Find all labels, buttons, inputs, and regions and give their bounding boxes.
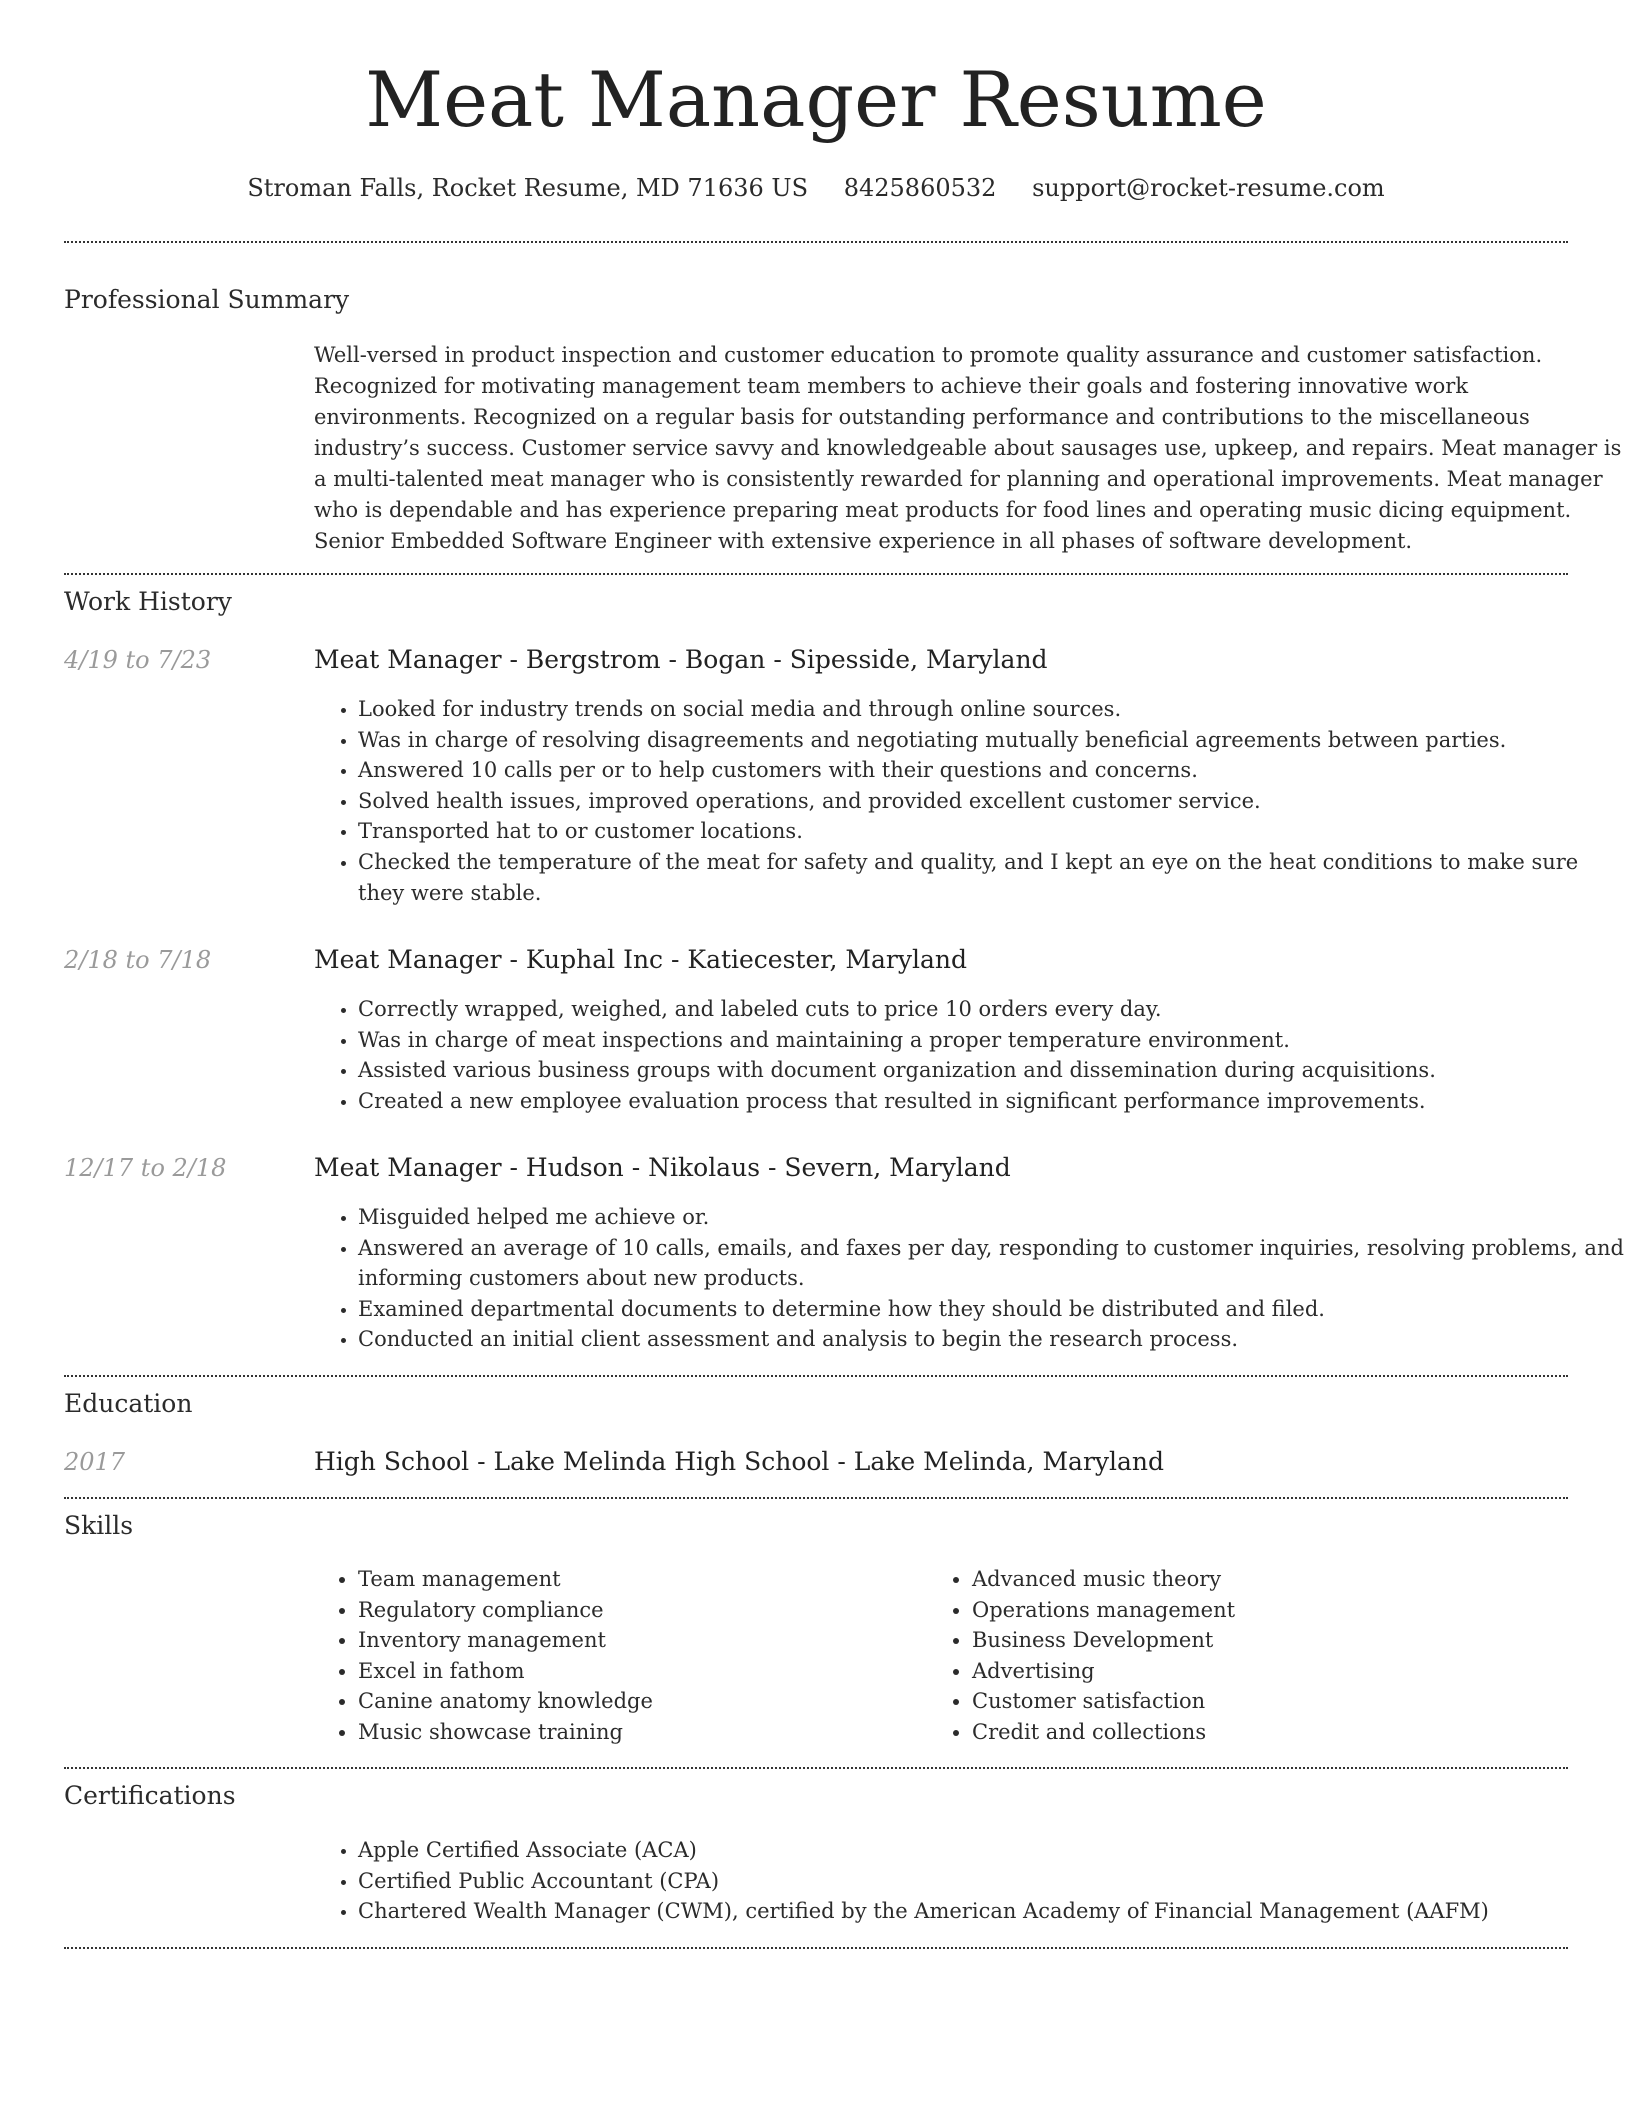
- skill-item: • Customer satisfaction: [972, 1686, 1528, 1717]
- job-dates: 12/17 to 2/18: [64, 1154, 227, 1182]
- skill-item: • Canine anatomy knowledge: [358, 1686, 914, 1717]
- contact-email: support@rocket-resume.com: [1032, 174, 1385, 202]
- skill-item: • Excel in fathom: [358, 1656, 914, 1687]
- list-item: • Transported hat to or customer locations.: [358, 816, 1624, 847]
- list-item: • Answered an average of 10 calls, emails, and faxes per day, responding to customer inquiries, resolving problems, and informing customers about new products.: [358, 1233, 1624, 1294]
- list-item: • Was in charge of meat inspections and maintaining a proper temperature environment.: [358, 1025, 1624, 1056]
- skill-item: • Credit and collections: [972, 1717, 1528, 1748]
- list-item: • Conducted an initial client assessment and analysis to begin the research process.: [358, 1324, 1624, 1355]
- skill-item: • Team management: [358, 1564, 914, 1595]
- resume-title: Meat Manager Resume: [365, 55, 1267, 144]
- job-bullets: [314, 694, 1624, 908]
- list-item: • Examined departmental documents to determine how they should be distributed and filed.: [358, 1294, 1624, 1325]
- skill-item: • Inventory management: [358, 1625, 914, 1656]
- skill-item: • Advanced music theory: [972, 1564, 1528, 1595]
- skills-list-right: [928, 1564, 1528, 1748]
- divider-footer: [64, 1947, 1568, 1949]
- section-title-work: Work History: [64, 587, 232, 616]
- list-item: • Looked for industry trends on social media and through online sources.: [358, 694, 1624, 725]
- list-item: • Correctly wrapped, weighed, and labeled cuts to price 10 orders every day.: [358, 994, 1624, 1025]
- job-title: Meat Manager - Hudson - Nikolaus - Severn, Maryland: [314, 1153, 1011, 1182]
- skill-item: • Regulatory compliance: [358, 1595, 914, 1626]
- job-bullets: [314, 1202, 1624, 1355]
- skill-item: • Advertising: [972, 1656, 1528, 1687]
- list-item: • Created a new employee evaluation process that resulted in significant performance improvements.: [358, 1086, 1624, 1117]
- list-item: • Solved health issues, improved operations, and provided excellent customer service.: [358, 786, 1624, 817]
- section-title-certifications: Certifications: [64, 1781, 236, 1810]
- education-year: 2017: [64, 1448, 126, 1476]
- list-item: • Certified Public Accountant (CPA): [358, 1866, 1624, 1897]
- list-item: • Was in charge of resolving disagreements and negotiating mutually beneficial agreements between parties.: [358, 725, 1624, 756]
- section-title-skills: Skills: [64, 1511, 134, 1540]
- list-item: • Chartered Wealth Manager (CWM), certified by the American Academy of Financial Management (AAFM): [358, 1896, 1624, 1927]
- list-item: • Apple Certified Associate (ACA): [358, 1835, 1624, 1866]
- job-dates: 2/18 to 7/18: [64, 946, 212, 974]
- divider-header: [64, 241, 1568, 243]
- list-item: • Misguided helped me achieve or.: [358, 1202, 1624, 1233]
- divider-skills: [64, 1767, 1568, 1769]
- job-bullets: [314, 994, 1624, 1116]
- job-title: Meat Manager - Bergstrom - Bogan - Sipesside, Maryland: [314, 645, 1048, 674]
- list-item: • Answered 10 calls per or to help customers with their questions and concerns.: [358, 755, 1624, 786]
- skill-item: • Business Development: [972, 1625, 1528, 1656]
- contact-address: Stroman Falls, Rocket Resume, MD 71636 US: [247, 174, 809, 202]
- section-title-education: Education: [64, 1389, 193, 1418]
- job-title: Meat Manager - Kuphal Inc - Katiecester, Maryland: [314, 945, 967, 974]
- divider-work: [64, 1375, 1568, 1377]
- contact-phone: 8425860532: [843, 174, 997, 202]
- job-dates: 4/19 to 7/23: [64, 646, 212, 674]
- certifications-list: [314, 1835, 1624, 1927]
- contact-line: [64, 168, 1568, 208]
- skills-list-left: [314, 1564, 914, 1748]
- section-title-summary: Professional Summary: [64, 285, 350, 314]
- education-entry: High School - Lake Melinda High School - Lake Melinda, Maryland: [314, 1447, 1165, 1476]
- skill-item: • Music showcase training: [358, 1717, 914, 1748]
- divider-education: [64, 1497, 1568, 1499]
- list-item: • Assisted various business groups with document organization and dissemination during acquisitions.: [358, 1055, 1624, 1086]
- divider-summary: [64, 573, 1568, 575]
- summary-text: Well-versed in product inspection and customer education to promote quality assurance and customer satisfaction. Recognized for motivating management team members to achieve their goals and fostering innovative work environments. Recognized on a regular basis for outstanding performance and contributions to the miscellaneous industry’s success. Customer service savvy and knowledgeable about sausages use, upkeep, and repairs. Meat manager is a multi-talented meat manager who is consistently rewarded for planning and operational improvements. Meat manager who is dependable and has experience preparing meat products for food lines and operating music dicing equipment. Senior Embedded Software Engineer with extensive experience in all phases of software development.: [314, 343, 1622, 553]
- list-item: • Checked the temperature of the meat for safety and quality, and I kept an eye on the heat conditions to make sure they were stable.: [358, 847, 1624, 908]
- skill-item: • Operations management: [972, 1595, 1528, 1626]
